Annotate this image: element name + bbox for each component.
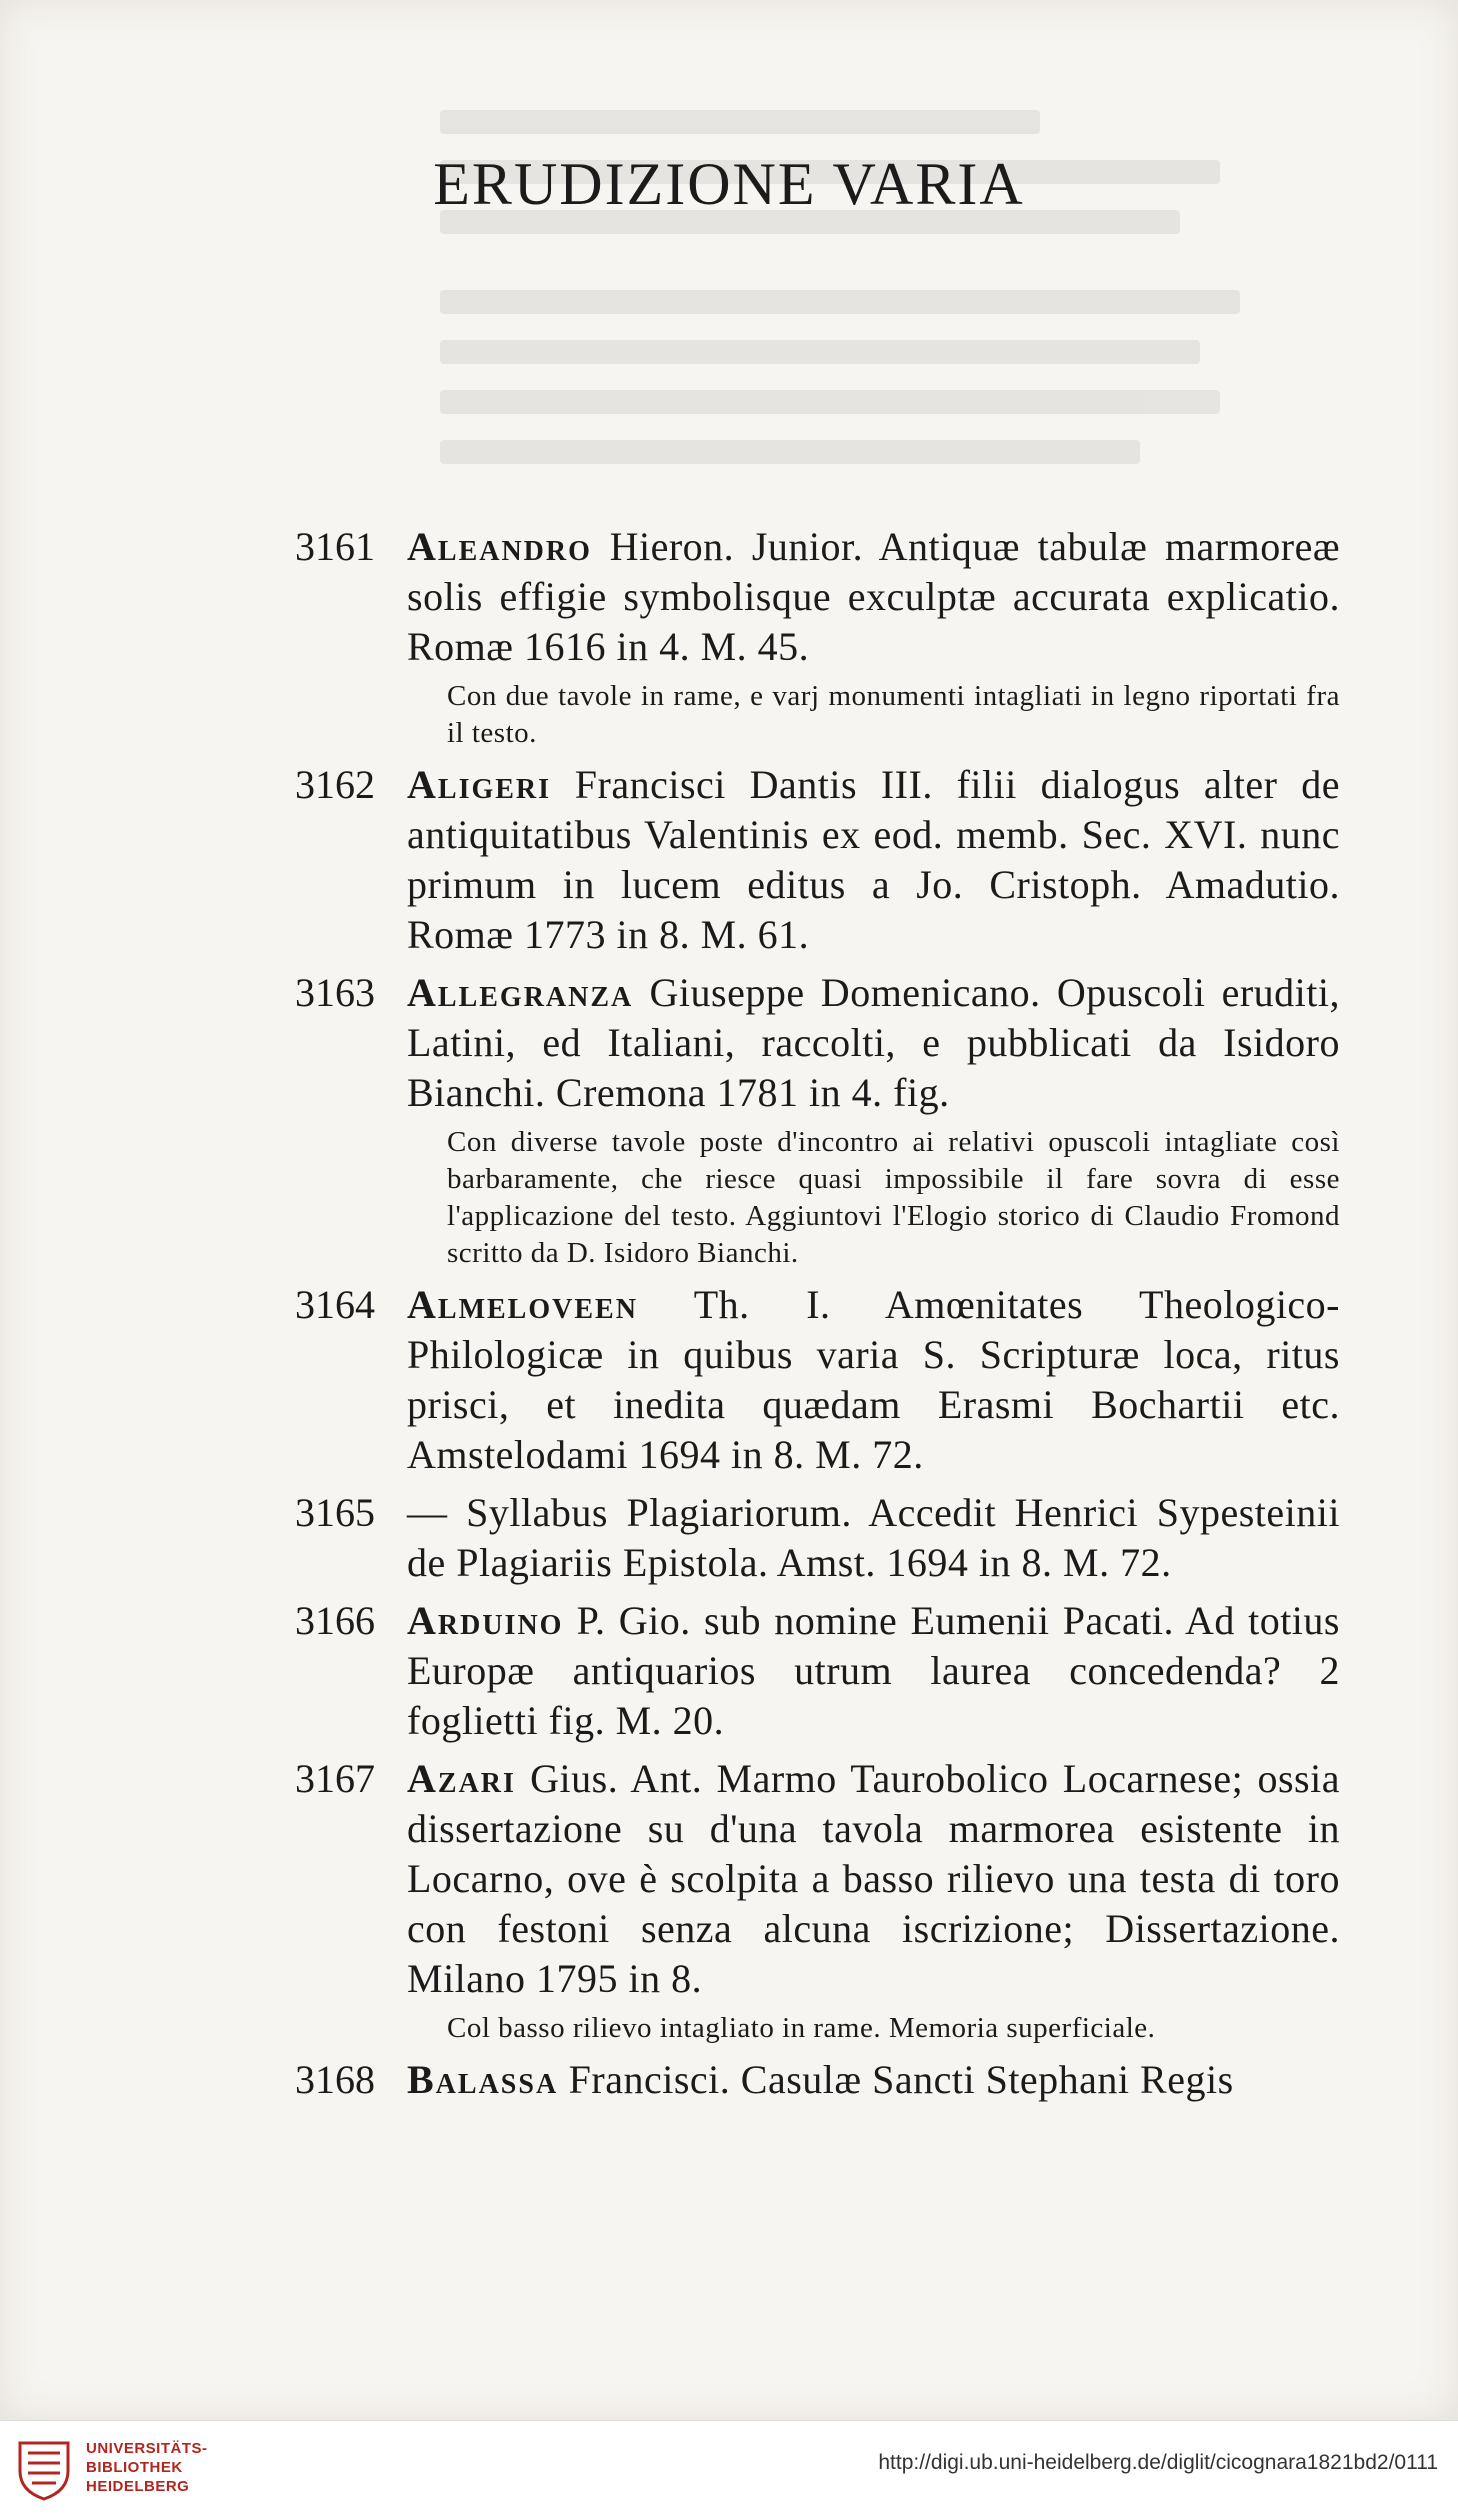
- entry-description: Th. I. Amœnitates Theologico-Philologicæ in quibus varia S. Scripturæ loca, ritus prisci, et inedita quædam Erasmi Bochartii etc. Amstelodami 1694 in 8. M. 72.: [407, 1282, 1340, 1477]
- catalogue-entry: [295, 522, 1340, 752]
- show-through-text: [0, 0, 1458, 520]
- entry-text: [407, 1488, 1340, 1588]
- entry-description: Hieron. Junior. Antiquæ tabulæ marmoreæ solis effigie symbolisque exculptæ accurata explicatio. Romæ 1616 in 4. M. 45.: [407, 524, 1340, 669]
- page-title: ERUDIZIONE VARIA: [433, 151, 1025, 217]
- source-url[interactable]: http://digi.ub.uni-heidelberg.de/diglit/cicognara1821bd2/0111: [878, 2451, 1438, 2474]
- catalogue-entry: [295, 1754, 1340, 2047]
- catalogue-entry: [295, 1280, 1340, 1480]
- entry-text: [407, 1596, 1340, 1746]
- entry-description: Giuseppe Domenicano. Opuscoli eruditi, Latini, ed Italiani, raccolti, e pubblicati da Isidoro Bianchi. Cremona 1781 in 4. fig.: [407, 970, 1340, 1115]
- logo-line: BIBLIOTHEK: [86, 2459, 183, 2476]
- entry-number: 3163: [295, 970, 375, 1015]
- catalogue-entry: [295, 1596, 1340, 1746]
- entry-number: 3165: [295, 1490, 375, 1535]
- entry-number: 3168: [295, 2057, 375, 2102]
- entry-text: [407, 760, 1340, 960]
- entry-number: 3166: [295, 1598, 375, 1643]
- entry-description: — Syllabus Plagiariorum. Accedit Henrici Sypesteinii de Plagiariis Epistola. Amst. 1694 in 8. M. 72.: [407, 1490, 1340, 1585]
- entry-author: Aleandro: [407, 524, 592, 569]
- entry-text: [407, 2055, 1340, 2105]
- entry-author: Balassa: [407, 2057, 559, 2102]
- entry-description: Francisci. Casulæ Sancti Stephani Regis: [558, 2057, 1234, 2102]
- university-seal-icon: [14, 2437, 74, 2501]
- entry-author: Allegranza: [407, 970, 634, 1015]
- catalogue-entry: [295, 1488, 1340, 1588]
- catalogue-entry: [295, 968, 1340, 1272]
- entry-note: Con diverse tavole poste d'incontro ai relativi opuscoli intagliate così barbaramente, che riesce quasi impossibile il fare sovra di esse l'applicazione del testo. Aggiuntovi l'Elogio storico di Claudio Fromond scritto da D. Isidoro Bianchi.: [447, 1126, 1340, 1269]
- entry-author: Arduino: [407, 1598, 564, 1643]
- catalogue-entries: [295, 522, 1340, 2113]
- entry-author: Azari: [407, 1756, 516, 1801]
- entry-text: [407, 522, 1340, 672]
- entry-number: 3162: [295, 762, 375, 807]
- entry-text: [407, 968, 1340, 1118]
- entry-number: 3167: [295, 1756, 375, 1801]
- logo-line: UNIVERSITÄTS-: [86, 2440, 208, 2457]
- entry-note: Con due tavole in rame, e varj monumenti intagliati in legno riportati fra il testo.: [447, 680, 1340, 749]
- entry-note: Col basso rilievo intagliato in rame. Memoria superficiale.: [447, 2012, 1156, 2044]
- footer-bar: [0, 2420, 1458, 2518]
- entry-text: [407, 1280, 1340, 1480]
- entry-number: 3164: [295, 1282, 375, 1327]
- catalogue-entry: [295, 2055, 1340, 2105]
- entry-description: Gius. Ant. Marmo Taurobolico Locarnese; ossia dissertazione su d'una tavola marmorea esistente in Locarno, ove è scolpita a basso rilievo una testa di toro con festoni senza alcuna iscrizione; Dissertazione. Milano 1795 in 8.: [407, 1756, 1340, 2001]
- entry-author: Aligeri: [407, 762, 552, 807]
- entry-description: P. Gio. sub nomine Eumenii Pacati. Ad totius Europæ antiquarios utrum laurea concedenda? 2 foglietti fig. M. 20.: [407, 1598, 1340, 1743]
- logo-line: HEIDELBERG: [86, 2478, 190, 2495]
- entry-text: [407, 1754, 1340, 2004]
- entry-author: Almeloveen: [407, 1282, 638, 1327]
- entry-number: 3161: [295, 524, 375, 569]
- library-logo-text: [86, 2439, 208, 2496]
- entry-description: Francisci Dantis III. filii dialogus alter de antiquitatibus Valentinis ex eod. memb. Sec. XVI. nunc primum in lucem editus a Jo. Cristoph. Amadutio. Romæ 1773 in 8. M. 61.: [407, 762, 1340, 957]
- catalogue-entry: [295, 760, 1340, 960]
